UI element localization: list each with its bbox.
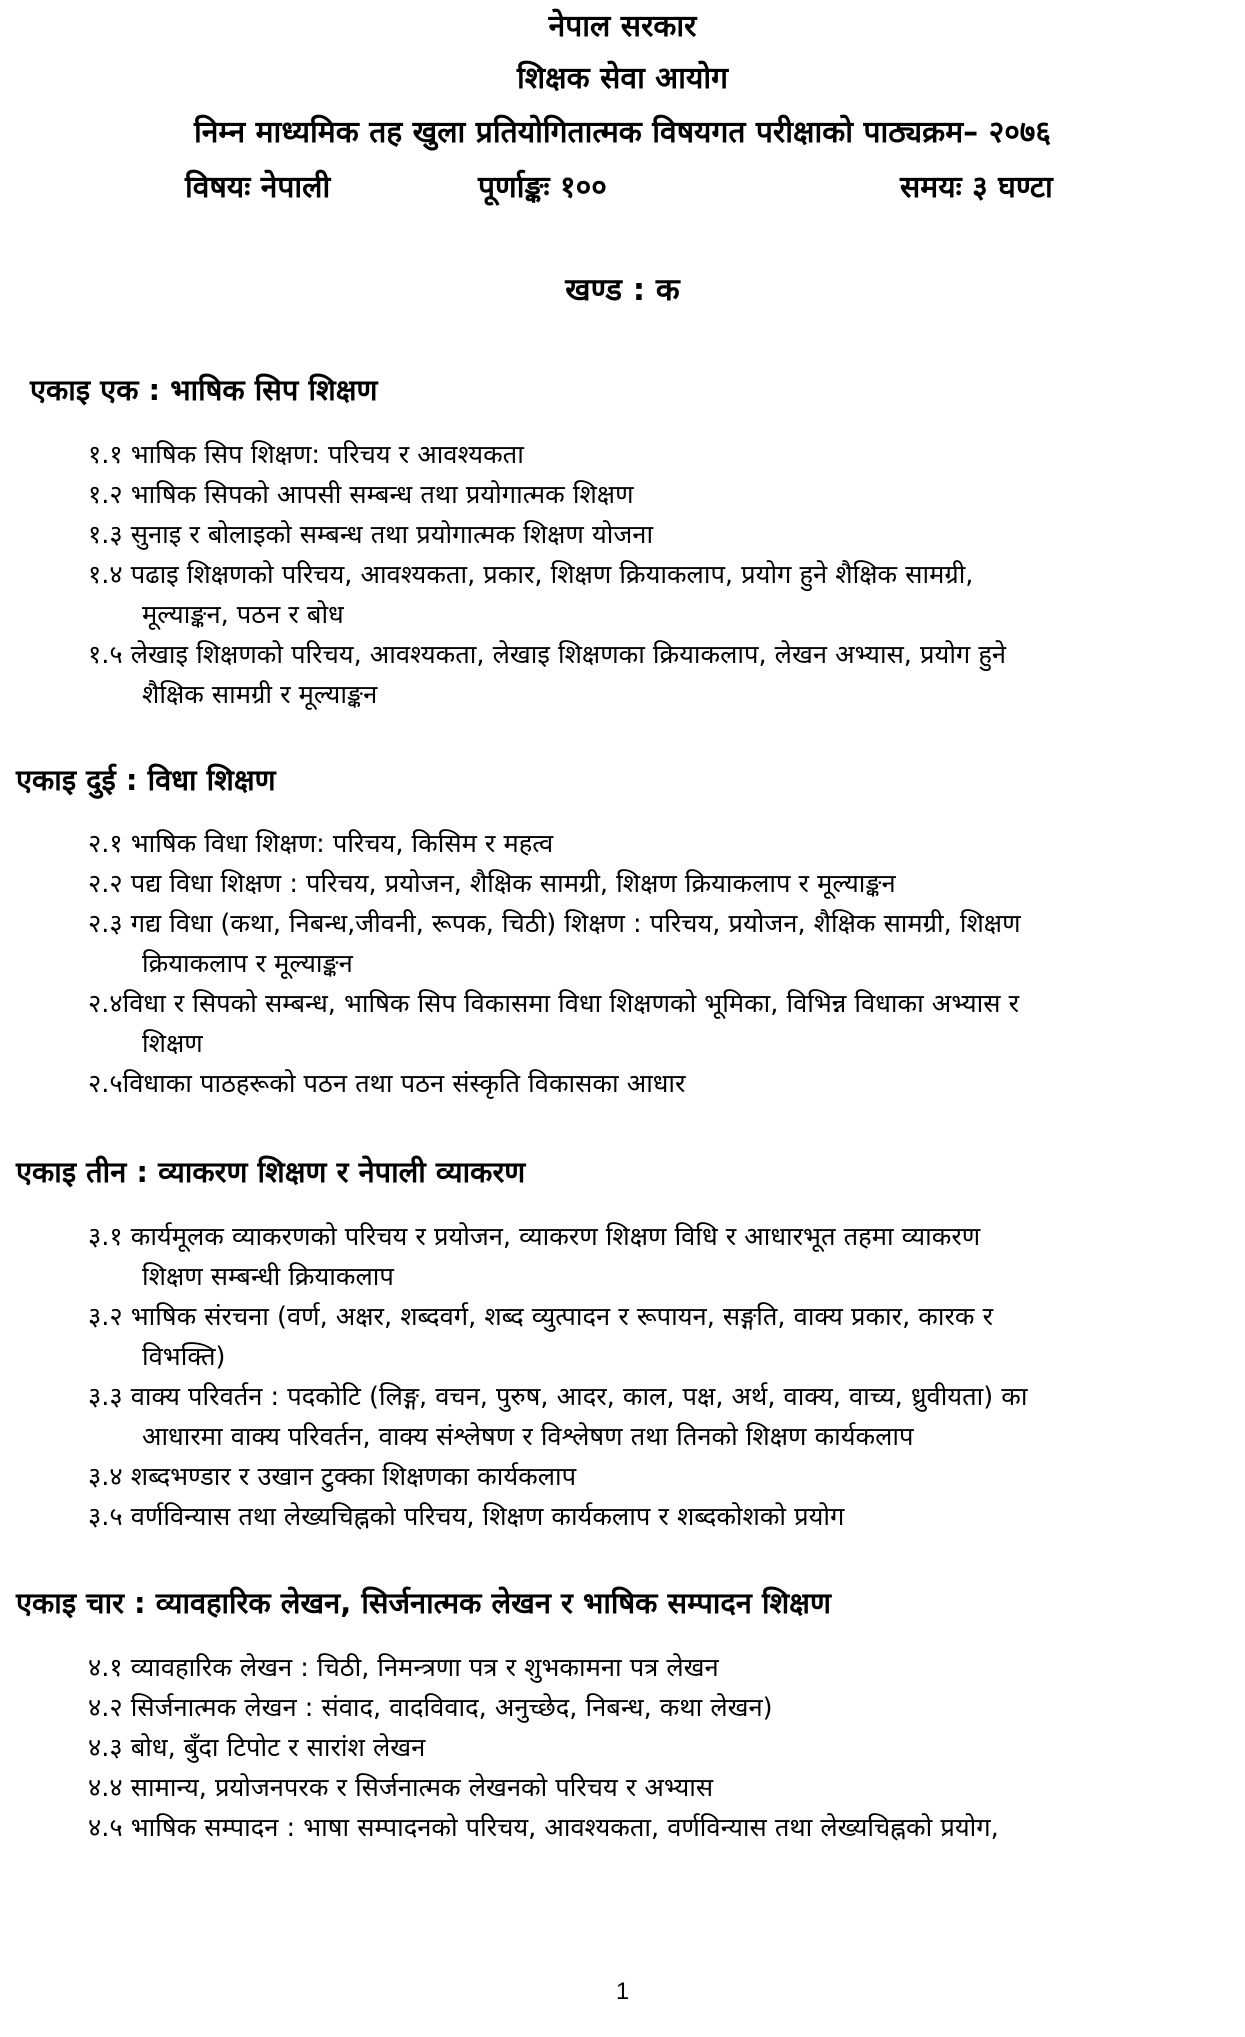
list-item: १.२ भाषिक सिपको आपसी सम्बन्ध तथा प्रयोगात्मक शिक्षण bbox=[88, 480, 634, 510]
list-item: १.३ सुनाइ र बोलाइको सम्बन्ध तथा प्रयोगात्मक शिक्षण योजना bbox=[88, 520, 654, 550]
list-item-continuation: क्रियाकलाप र मूल्याङ्कन bbox=[142, 949, 353, 979]
unit-1-heading: एकाइ एक : भाषिक सिप शिक्षण bbox=[30, 373, 378, 407]
full-marks-label: पूर्णाङ्कः १०० bbox=[478, 170, 607, 205]
time-label: समयः ३ घण्टा bbox=[900, 170, 1053, 205]
list-item: ४.३ बोध, बुँदा टिपोट र सारांश लेखन bbox=[88, 1733, 426, 1763]
list-item: १.४ पढाइ शिक्षणको परिचय, आवश्यकता, प्रकार, शिक्षण क्रियाकलाप, प्रयोग हुने शैक्षिक सामग्री, bbox=[88, 560, 974, 590]
list-item: ३.१ कार्यमूलक व्याकरणको परिचय र प्रयोजन, व्याकरण शिक्षण विधि र आधारभूत तहमा व्याकरण bbox=[88, 1222, 981, 1252]
list-item-continuation: शिक्षण bbox=[142, 1029, 203, 1059]
subject-label: विषयः नेपाली bbox=[185, 170, 331, 205]
list-item: ३.३ वाक्य परिवर्तन : पदकोटि (लिङ्ग, वचन, पुरुष, आदर, काल, पक्ष, अर्थ, वाक्य, वाच्य, ध्रुवीयता) का bbox=[88, 1382, 1028, 1412]
unit-4-heading: एकाइ चार : व्यावहारिक लेखन, सिर्जनात्मक लेखन र भाषिक सम्पादन शिक्षण bbox=[16, 1586, 831, 1620]
list-item: ४.१ व्यावहारिक लेखन : चिठी, निमन्त्रणा पत्र र शुभकामना पत्र लेखन bbox=[88, 1653, 719, 1683]
unit-3-heading: एकाइ तीन : व्याकरण शिक्षण र नेपाली व्याकरण bbox=[16, 1155, 526, 1189]
unit-2-heading: एकाइ दुई : विधा शिक्षण bbox=[16, 763, 276, 797]
header-government: नेपाल सरकार bbox=[548, 9, 697, 44]
list-item: २.४विधा र सिपको सम्बन्ध, भाषिक सिप विकासमा विधा शिक्षणको भूमिका, विभिन्न विधाका अभ्यास र bbox=[88, 989, 1020, 1019]
list-item: ४.२ सिर्जनात्मक लेखन : संवाद, वादविवाद, अनुच्छेद, निबन्ध, कथा लेखन) bbox=[88, 1693, 773, 1723]
list-item: ३.५ वर्णविन्यास तथा लेख्यचिह्नको परिचय, शिक्षण कार्यकलाप र शब्दकोशको प्रयोग bbox=[88, 1502, 845, 1532]
header-commission: शिक्षक सेवा आयोग bbox=[516, 61, 729, 96]
list-item: २.५विधाका पाठहरूको पठन तथा पठन संस्कृति विकासका आधार bbox=[88, 1069, 686, 1099]
page-number: 1 bbox=[615, 1978, 630, 2005]
list-item: ३.२ भाषिक संरचना (वर्ण, अक्षर, शब्दवर्ग, शब्द व्युत्पादन र रूपायन, सङ्गति, वाक्य प्रकार, कारक र bbox=[88, 1302, 994, 1332]
list-item-continuation: शिक्षण सम्बन्धी क्रियाकलाप bbox=[142, 1262, 394, 1292]
list-item: २.३ गद्य विधा (कथा, निबन्ध,जीवनी, रूपक, चिठी) शिक्षण : परिचय, प्रयोजन, शैक्षिक सामग्री, शिक्षण bbox=[88, 909, 1021, 939]
section-title: खण्ड : क bbox=[565, 272, 680, 308]
list-item: ४.४ सामान्य, प्रयोजनपरक र सिर्जनात्मक लेखनको परिचय र अभ्यास bbox=[88, 1773, 714, 1803]
list-item: ३.४ शब्दभण्डार र उखान टुक्का शिक्षणका कार्यकलाप bbox=[88, 1462, 577, 1492]
header-curriculum-title: निम्न माध्यमिक तह खुला प्रतियोगितात्मक विषयगत परीक्षाको पाठ्यक्रम– २०७६ bbox=[193, 115, 1051, 150]
list-item-continuation: शैक्षिक सामग्री र मूल्याङ्कन bbox=[142, 680, 378, 710]
list-item: १.५ लेखाइ शिक्षणको परिचय, आवश्यकता, लेखाइ शिक्षणका क्रियाकलाप, लेखन अभ्यास, प्रयोग हुने bbox=[88, 640, 1007, 670]
list-item-continuation: आधारमा वाक्य परिवर्तन, वाक्य संश्लेषण र विश्लेषण तथा तिनको शिक्षण कार्यकलाप bbox=[142, 1422, 914, 1452]
list-item: १.१ भाषिक सिप शिक्षण: परिचय र आवश्यकता bbox=[88, 440, 524, 470]
list-item-continuation: विभक्ति) bbox=[142, 1342, 226, 1372]
list-item: ४.५ भाषिक सम्पादन : भाषा सम्पादनको परिचय, आवश्यकता, वर्णविन्यास तथा लेख्यचिह्नको प्रयोग, bbox=[88, 1813, 999, 1843]
list-item-continuation: मूल्याङ्कन, पठन र बोध bbox=[142, 600, 344, 630]
list-item: २.२ पद्य विधा शिक्षण : परिचय, प्रयोजन, शैक्षिक सामग्री, शिक्षण क्रियाकलाप र मूल्याङ्कन bbox=[88, 869, 896, 899]
list-item: २.१ भाषिक विधा शिक्षण: परिचय, किसिम र महत्व bbox=[88, 829, 554, 859]
